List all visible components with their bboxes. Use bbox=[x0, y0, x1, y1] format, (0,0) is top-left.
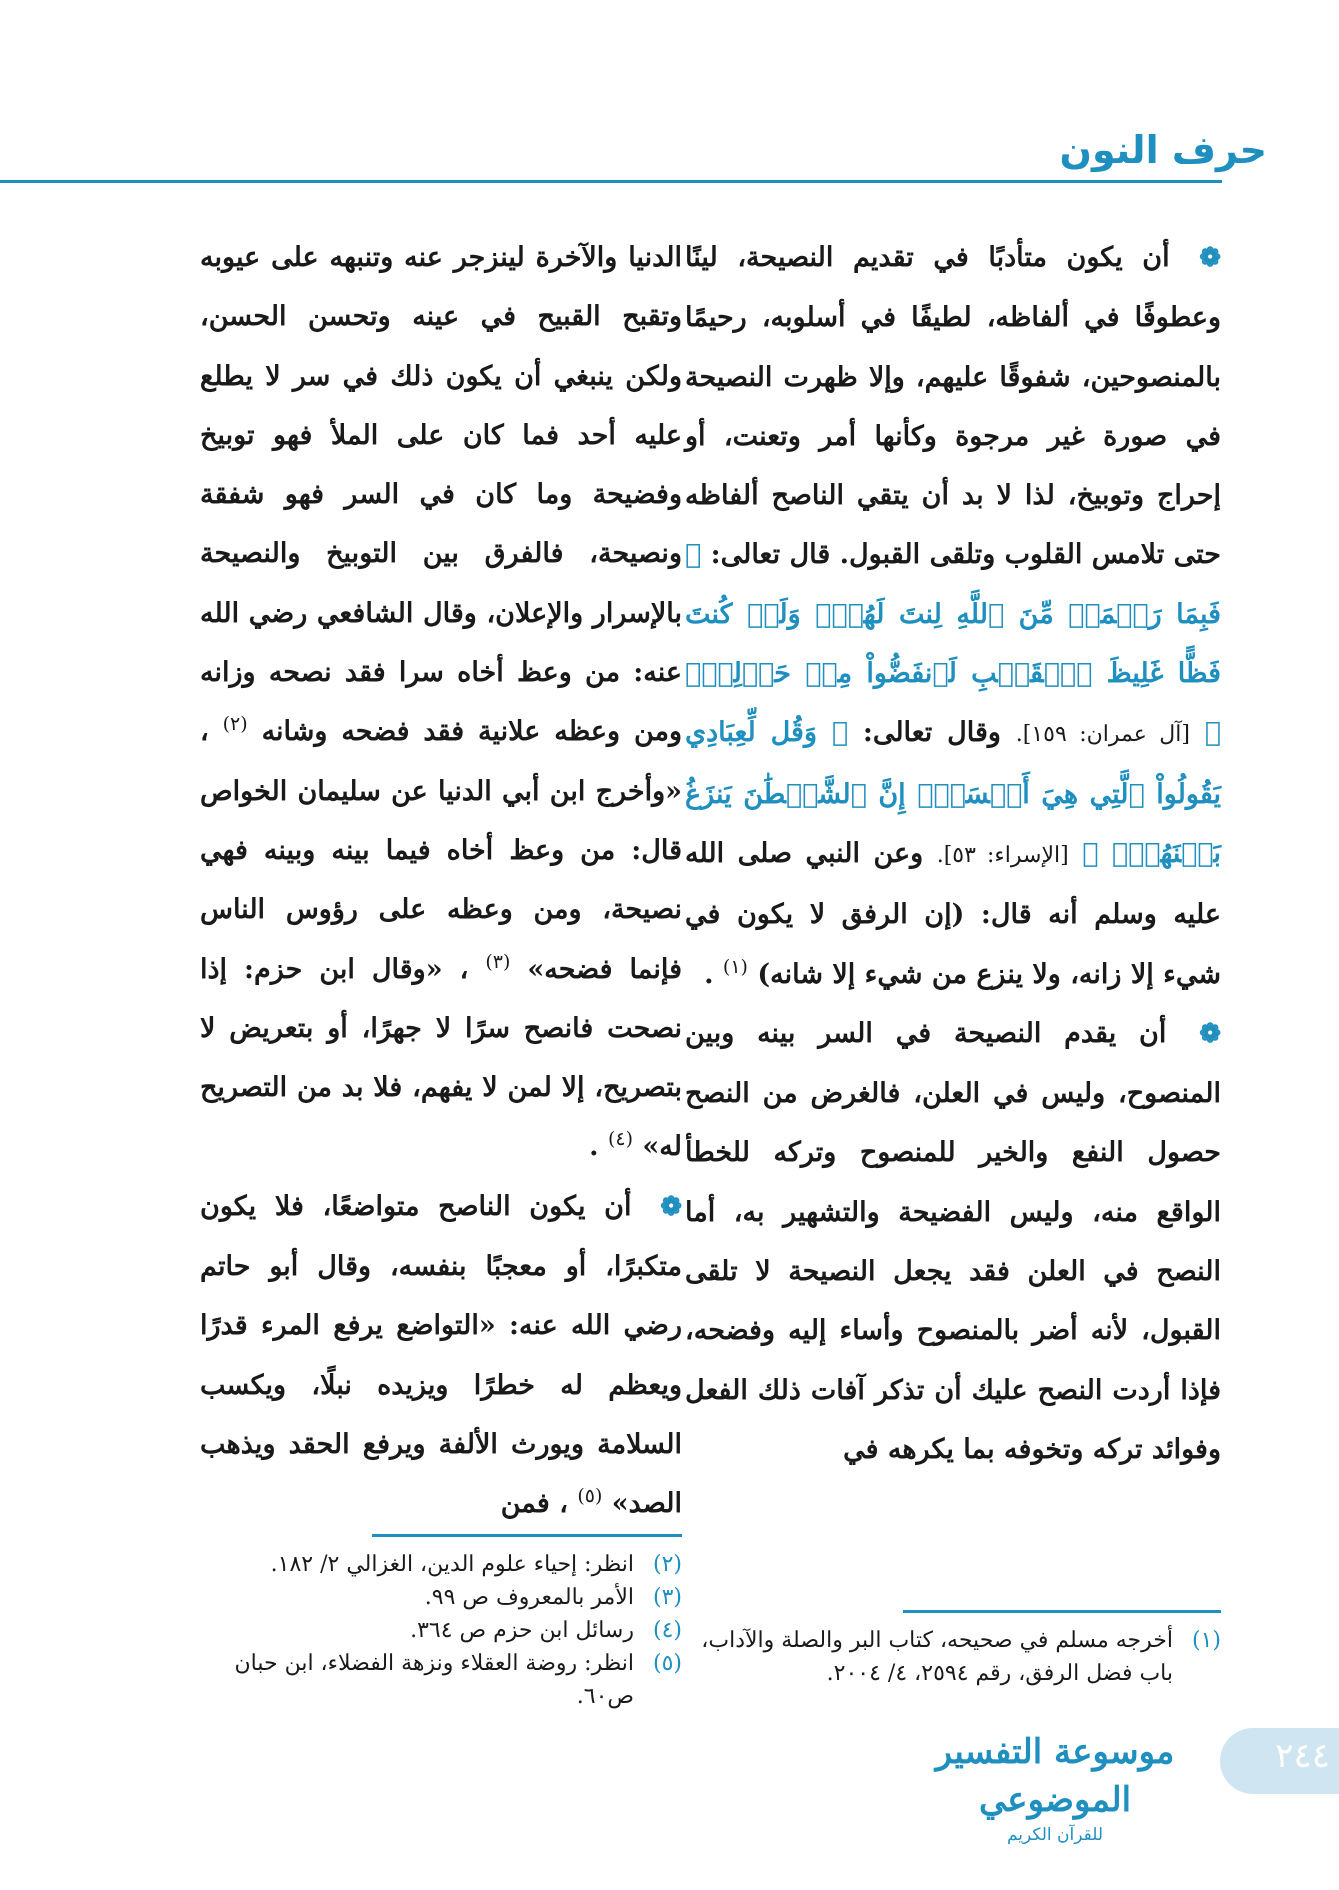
footnote-text: رسائل ابن حزم ص ٣٦٤. bbox=[410, 1618, 634, 1643]
footnote-marker[interactable]: (٣) bbox=[485, 950, 511, 973]
paragraph-gentleness bbox=[685, 228, 1221, 1004]
footnote-marker[interactable]: (٢) bbox=[222, 713, 248, 736]
paragraph-text: ، «وقال ابن حزم: إذا نصحت فانصح سرًا لا جهرًا، أو بتعريض لا بتصريح، إلا لمن لا يفهم، فلا بد من التصريح له» bbox=[200, 953, 682, 1163]
footnote-item bbox=[200, 1614, 682, 1647]
quran-verse: ﴿ وَقُل لِّعِبَادِي يَقُولُواْ ٱلَّتِي هِيَ أَحۡسَنُۚ إِنَّ ٱلشَّيۡطَٰنَ يَنزَغُ بَيۡنَهُمۡۚ ﴾ bbox=[685, 717, 1221, 869]
paragraph-text: وقال تعالى: bbox=[862, 717, 1001, 749]
footnotes-left bbox=[200, 1548, 682, 1713]
verse-reference: [آل عمران: ١٥٩]. bbox=[1015, 722, 1190, 748]
footnote-text: انظر: روضة العقلاء ونزهة الفضلاء، ابن حبان ص٦٠. bbox=[234, 1651, 634, 1709]
paragraph-end: . bbox=[589, 1131, 599, 1163]
logo-title: موسوعة التفسير الموضوعي bbox=[935, 1732, 1175, 1820]
footnote-item bbox=[200, 1581, 682, 1614]
paragraph-continuation bbox=[200, 228, 682, 1177]
footnote-number: (٣) bbox=[652, 1585, 682, 1610]
flower-bullet-icon: ❁ bbox=[1199, 1018, 1222, 1049]
paragraph-end: . bbox=[704, 958, 714, 990]
footnote-marker[interactable]: (٤) bbox=[607, 1128, 634, 1151]
paragraph-text: الدنيا والآخرة لينزجر عنه وتنبهه على عيوبه وتقبح القبيح في عينه وتحسن الحسن، ولكن ينبغي أن يكون ذلك في سر لا يطلع عليه أحد فما كان على الملأ فهو توبيخ وفضيحة وما كان في السر فهو شفقة ونصيحة، فالفرق بين التوبيخ والنصيحة بالإسرار والإعلان، وقال الشافعي رضي الله عنه: من وعظ أخاه سرا فقد نصحه وزانه ومن وعظه علانية فقد فضحه وشانه bbox=[200, 242, 682, 748]
footnote-text: أخرجه مسلم في صحيحه، كتاب البر والصلة والآداب، باب فضل الرفق، رقم ٢٥٩٤، ٤/ ٢٠٠٤. bbox=[701, 1628, 1173, 1686]
paragraph-text: أن يقدم النصيحة في السر بينه وبين المنصوح، وليس في العلن، فالغرض من النصح حصول النفع والخير للمنصوح وتركه للخطأ الواقع منه، وليس الفضيحة والتشهير به، أما النصح في العلن فقد يجعل النصيحة لا تلقى القبول، لأنه أضر بالمنصوح وأساء إليه وفضحه، فإذا أردت النصح عليك أن تذكر آفات ذلك الفعل وفوائد تركه وتخوفه بما يكرهه في bbox=[685, 1017, 1221, 1465]
footnote-text: الأمر بالمعروف ص ٩٩. bbox=[424, 1585, 634, 1610]
encyclopedia-logo bbox=[910, 1728, 1200, 1845]
paragraph-text: ، «وأخرج ابن أبي الدنيا عن سليمان الخواص قال: من وعظ أخاه فيما بينه وبينه فهي نصيحة، ومن وعظه على رؤوس الناس فإنما فضحه» bbox=[200, 716, 682, 985]
footnote-rule-right bbox=[903, 1610, 1221, 1613]
footnote-marker[interactable]: (١) bbox=[722, 955, 748, 978]
footnote-number: (٤) bbox=[652, 1618, 682, 1643]
chapter-title: حرف النون bbox=[1059, 128, 1267, 172]
right-column bbox=[685, 228, 1221, 1479]
verse-reference: [الإسراء: ٥٣]. bbox=[936, 842, 1069, 868]
page-number-badge bbox=[1220, 1728, 1339, 1794]
paragraph-text: وعن النبي صلى الله عليه وسلم أنه قال: (إن الرفق لا يكون في شيء إلا زانه، ولا ينزع من شيء إلا شانه) bbox=[685, 837, 1221, 990]
paragraph-text: أن يكون الناصح متواضعًا، فلا يكون متكبرًا، أو معجبًا بنفسه، وقال أبو حاتم رضي الله عنه: «التواضع يرفع المرء قدرًا ويعظم له خطرًا ويزيده نبلًا، ويكسب السلامة ويورث الألفة ويرفع الحقد ويذهب الصد» bbox=[200, 1190, 682, 1520]
left-column bbox=[200, 228, 682, 1534]
paragraph-privacy bbox=[685, 1004, 1221, 1479]
paragraph-text: ، فمن bbox=[500, 1488, 568, 1520]
footnote-item bbox=[200, 1647, 682, 1713]
flower-bullet-icon: ❁ bbox=[1199, 243, 1221, 273]
flower-bullet-icon: ❁ bbox=[660, 1191, 682, 1222]
footnotes-right bbox=[685, 1624, 1221, 1690]
footnote-item bbox=[685, 1624, 1221, 1690]
header-rule bbox=[0, 180, 1222, 183]
footnote-rule-left bbox=[372, 1534, 682, 1537]
footnote-marker[interactable]: (٥) bbox=[577, 1485, 603, 1508]
paragraph-text: أن يكون متأدبًا في تقديم النصيحة، لينًا وعطوفًا في ألفاظه، لطيفًا في أسلوبه، رحيمًا بالمنصوحين، شفوقًا عليهم، وإلا ظهرت النصيحة في صورة غير مرجوة وكأنها أمر وتعنت، أو إحراج وتوبيخ، لذا لا بد أن يتقي الناصح ألفاظه حتى تلامس القلوب وتلقى القبول. قال تعالى: bbox=[685, 242, 1222, 571]
footnote-number: (٥) bbox=[652, 1651, 682, 1676]
footnote-number: (١) bbox=[1191, 1628, 1221, 1653]
footnote-number: (٢) bbox=[652, 1552, 682, 1577]
footnote-text: انظر: إحياء علوم الدين، الغزالي ٢/ ١٨٢. bbox=[270, 1552, 634, 1577]
paragraph-humility bbox=[200, 1177, 682, 1534]
quran-verse: ﴿ فَبِمَا رَحۡمَةٖ مِّنَ ٱللَّهِ لِنتَ لَهُمۡۖ وَلَوۡ كُنتَ فَظًّا غَلِيظَ ٱلۡقَلۡبِ لَٱنفَضُّواْ مِنۡ حَوۡلِكَۖ ﴾ bbox=[685, 539, 1221, 749]
page-number: ٢٤٤ bbox=[1275, 1736, 1330, 1776]
footnote-item bbox=[200, 1548, 682, 1581]
logo-subtitle: للقرآن الكريم bbox=[1006, 1825, 1104, 1845]
